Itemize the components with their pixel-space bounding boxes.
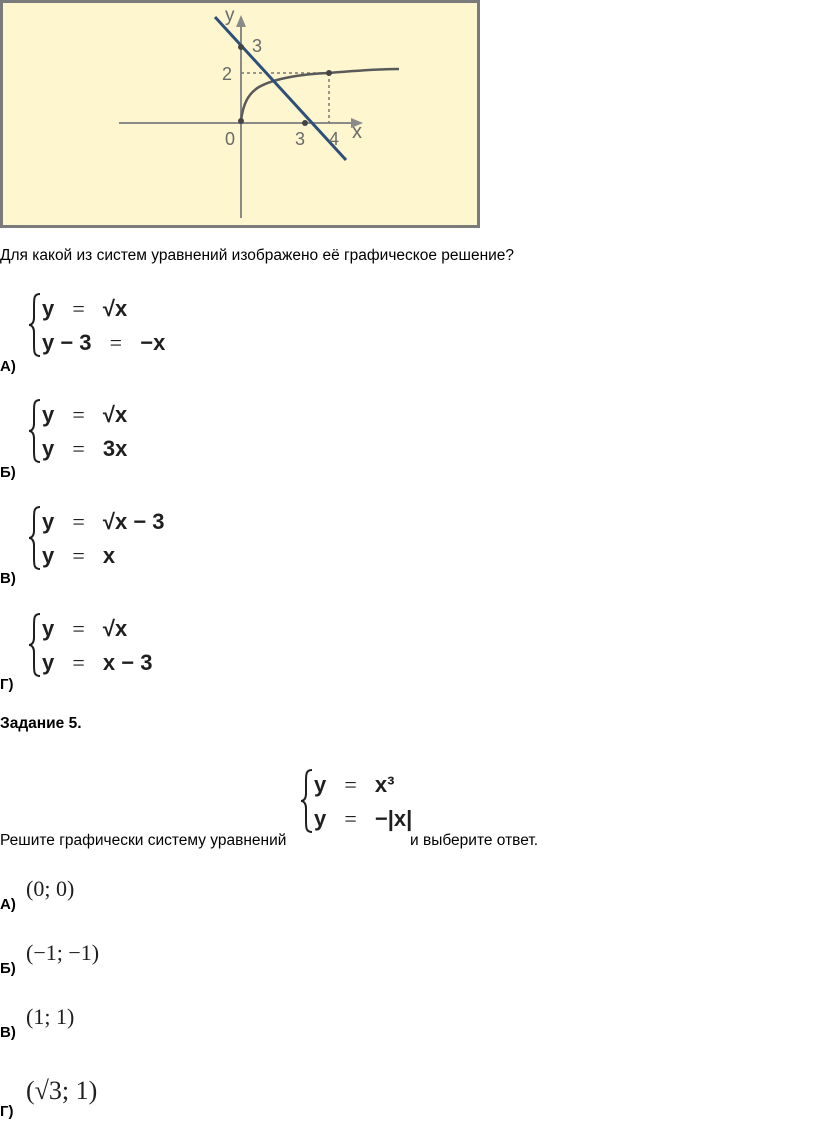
eq1-rhs: √x <box>102 616 128 641</box>
answer-b-value: (−1; −1) <box>26 940 100 965</box>
eq1-eq: = <box>72 509 85 534</box>
eq2-lhs: y <box>42 650 55 675</box>
answer-g-value: (√3; 1) <box>26 1076 98 1105</box>
eq1-lhs: y <box>42 509 55 534</box>
sqrt-curve <box>241 69 399 121</box>
eq2-rhs: 3x <box>102 436 128 461</box>
eq2-eq: = <box>344 806 357 831</box>
option-g-label: Г) <box>0 676 14 693</box>
question-text: Для какой из систем уравнений изображено её графическое решение? <box>0 247 515 264</box>
point-3-0 <box>302 120 308 126</box>
graph-svg <box>3 3 477 225</box>
eq2-eq: = <box>72 650 85 675</box>
origin-label: 0 <box>225 129 236 149</box>
option-a-system <box>28 292 228 362</box>
eq1-rhs: √x − 3 <box>102 509 165 534</box>
tick-x-3: 3 <box>295 129 306 149</box>
brace-icon <box>300 768 314 834</box>
eq1-eq: = <box>72 402 85 427</box>
eq1-lhs: y <box>42 616 55 641</box>
eq2-rhs: x − 3 <box>102 650 153 675</box>
option-b-system <box>28 398 228 468</box>
eq2-eq: = <box>72 543 85 568</box>
option-g-system <box>28 612 228 682</box>
point-origin <box>238 118 244 124</box>
option-b-label: Б) <box>0 464 16 481</box>
eq1-rhs: x³ <box>374 772 395 797</box>
answer-v-label: В) <box>0 1024 16 1041</box>
eq2-rhs: −|x| <box>374 806 413 831</box>
y-axis-label: y <box>225 5 235 26</box>
eq1-eq: = <box>344 772 357 797</box>
brace-icon <box>28 612 42 678</box>
brace-icon <box>28 292 42 358</box>
task5-system <box>300 768 420 838</box>
eq2-lhs: y <box>314 806 327 831</box>
eq1-eq: = <box>72 616 85 641</box>
eq1-lhs: y <box>42 296 55 321</box>
task5-text-after: и выберите ответ. <box>410 832 539 849</box>
eq1-lhs: y <box>314 772 327 797</box>
point-0-3 <box>238 44 244 50</box>
brace-icon <box>28 505 42 571</box>
eq1-rhs: √x <box>102 402 128 427</box>
eq1-eq: = <box>72 296 85 321</box>
tick-y-2: 2 <box>222 64 233 84</box>
x-axis-label: x <box>352 121 362 143</box>
eq2-rhs: −x <box>140 330 166 355</box>
eq2-lhs: y <box>42 543 55 568</box>
point-4-2 <box>326 70 332 76</box>
option-v-system <box>28 505 248 575</box>
y-axis-arrow <box>236 15 246 27</box>
answer-g-label: Г) <box>0 1103 14 1120</box>
option-a-label: А) <box>0 358 16 375</box>
eq2-eq: = <box>109 330 123 355</box>
answer-a-label: А) <box>0 896 16 913</box>
eq1-rhs: √x <box>102 296 128 321</box>
task5-text-before: Решите графически систему уравнений <box>0 832 287 849</box>
eq2-eq: = <box>72 436 85 461</box>
graph-figure <box>0 0 480 228</box>
eq2-lhs: y − 3 <box>42 330 92 355</box>
tick-y-3: 3 <box>252 36 263 56</box>
eq2-rhs: x <box>102 543 116 568</box>
answer-v-value: (1; 1) <box>26 1004 75 1029</box>
task5-title: Задание 5. <box>0 715 82 732</box>
answer-a-value: (0; 0) <box>26 876 75 901</box>
tick-x-4: 4 <box>329 129 340 149</box>
brace-icon <box>28 398 42 464</box>
option-v-label: В) <box>0 570 16 587</box>
answer-b-label: Б) <box>0 960 16 977</box>
eq1-lhs: y <box>42 402 55 427</box>
eq2-lhs: y <box>42 436 55 461</box>
